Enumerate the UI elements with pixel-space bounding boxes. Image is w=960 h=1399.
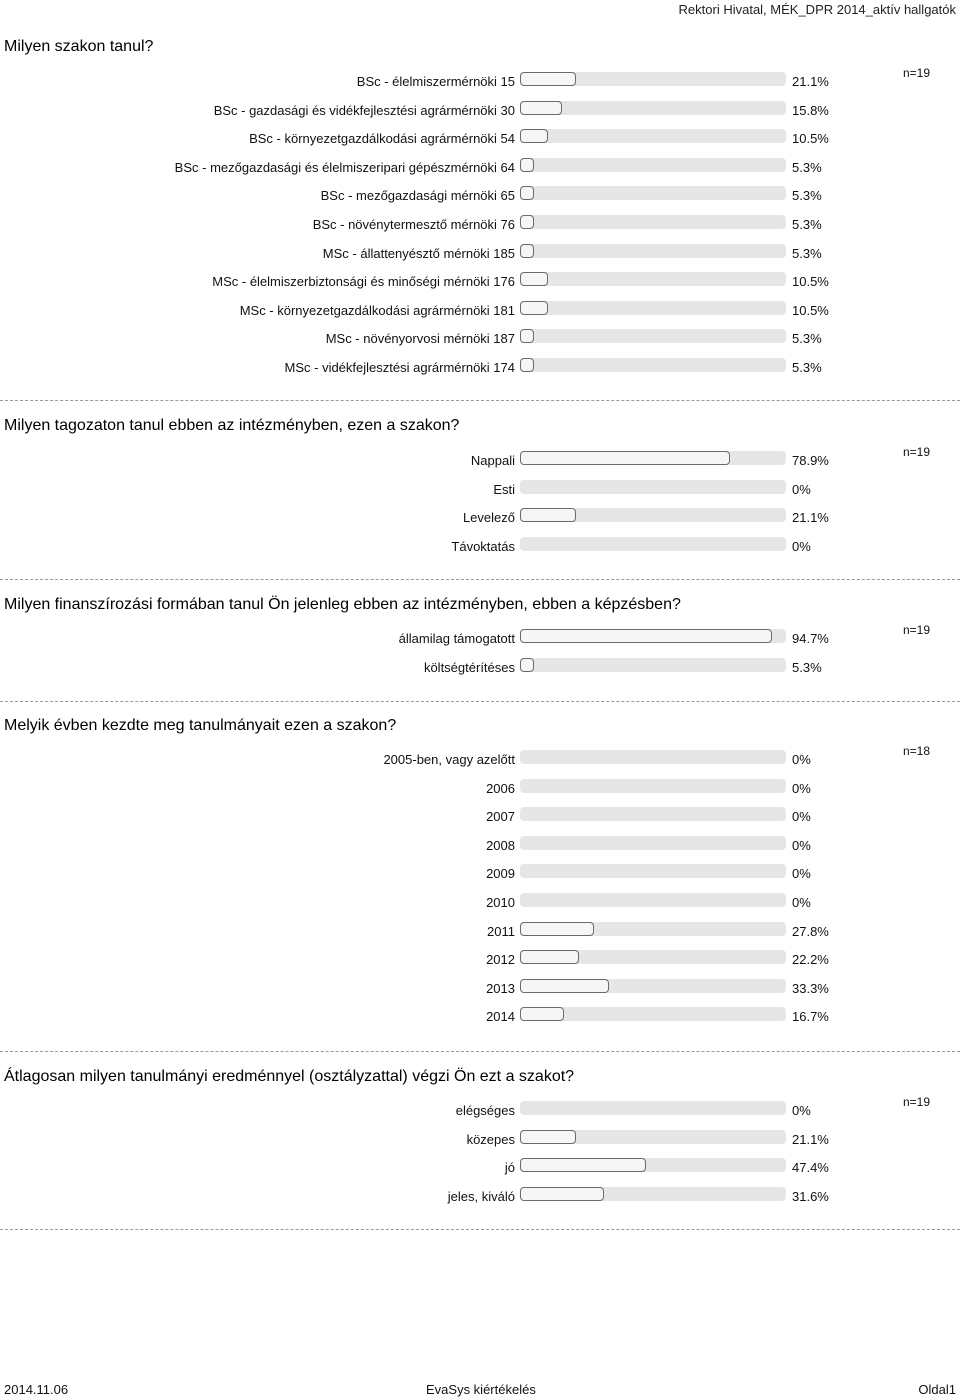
footer-page: Oldal1 (918, 1382, 956, 1397)
category-label: Távoktatás (451, 538, 515, 554)
bar-track (520, 950, 786, 964)
value-label: 0% (792, 837, 811, 853)
bar-track (520, 301, 786, 315)
value-label: 16.7% (792, 1009, 829, 1025)
bar-fill (520, 950, 579, 964)
category-label: MSc - növényorvosi mérnöki 187 (325, 331, 515, 347)
category-label: BSc - gazdasági és vidékfejlesztési agrármérnöki 30 (213, 102, 515, 118)
category-label: 2011 (487, 923, 515, 939)
footer-date: 2014.11.06 (4, 1382, 69, 1397)
bar-track (520, 979, 786, 993)
bar-track (520, 1101, 786, 1115)
bar-fill (520, 1130, 576, 1144)
bar-row (0, 1185, 960, 1209)
bar-fill (520, 244, 534, 258)
bar-row (0, 213, 960, 237)
value-label: 31.6% (792, 1188, 829, 1204)
bar-track (520, 750, 786, 764)
value-label: 94.7% (792, 631, 829, 646)
question-title: Milyen szakon tanul? (4, 38, 154, 55)
bar-row (0, 1099, 960, 1123)
value-label: 15.8% (792, 102, 829, 118)
value-label: 47.4% (792, 1160, 829, 1176)
value-label: 21.1% (792, 74, 829, 89)
value-label: 10.5% (792, 302, 829, 318)
section-divider (0, 579, 960, 580)
category-label: 2014 (486, 1009, 515, 1025)
value-label: 5.3% (792, 245, 822, 261)
bar-row (0, 270, 960, 294)
bar-row (0, 127, 960, 151)
category-label: jeles, kiváló (447, 1188, 515, 1204)
bar-track (520, 451, 786, 465)
value-label: 0% (792, 895, 811, 910)
category-label: BSc - élelmiszermérnöki 15 (356, 74, 515, 89)
bar-fill (520, 158, 534, 172)
category-label: MSc - vidékfejlesztési agrármérnöki 174 (284, 360, 515, 375)
value-label: 33.3% (792, 980, 829, 996)
value-label: 27.8% (792, 923, 829, 939)
category-label: jó (504, 1160, 515, 1176)
bar-row (0, 862, 960, 886)
category-label: 2010 (486, 895, 515, 910)
bar-row (0, 1005, 960, 1029)
category-label: költségtérítéses (423, 659, 515, 675)
bar-fill (520, 1187, 604, 1201)
bar-fill (520, 922, 594, 936)
bar-fill (520, 1158, 646, 1172)
value-label: 22.2% (792, 952, 829, 968)
category-label: 2009 (486, 866, 515, 882)
bar-row (0, 891, 960, 915)
page-header: Rektori Hivatal, MÉK_DPR 2014_aktív hallgatók (678, 2, 956, 17)
value-label: 0% (792, 809, 811, 825)
category-label: Nappali (470, 453, 515, 468)
bar-fill (520, 979, 609, 993)
value-label: 5.3% (792, 159, 822, 175)
bar-row (0, 299, 960, 323)
category-label: 2007 (486, 809, 515, 825)
bar-row (0, 920, 960, 944)
category-label: BSc - mezőgazdasági mérnöki 65 (320, 188, 515, 204)
bar-fill (520, 1007, 564, 1021)
bar-row (0, 977, 960, 1001)
category-label: 2013 (486, 980, 515, 996)
value-label: 5.3% (792, 659, 822, 675)
bar-track (520, 480, 786, 494)
response-count: n=19 (903, 623, 931, 637)
bar-fill (520, 215, 534, 229)
value-label: 5.3% (792, 217, 822, 232)
bar-row (0, 449, 960, 473)
category-label: BSc - mezőgazdasági és élelmiszeripari gépészmérnöki 64 (174, 159, 515, 175)
question-title: Melyik évben kezdte meg tanulmányait ezen a szakon? (4, 717, 397, 734)
bar-fill (520, 329, 534, 343)
bar-row (0, 70, 960, 94)
bar-row (0, 948, 960, 972)
category-label: Levelező (462, 510, 515, 526)
bar-row (0, 834, 960, 858)
bar-track (520, 358, 786, 372)
question-title: Milyen finanszírozási formában tanul Ön jelenleg ebben az intézményben, ebben a képzésben? (4, 596, 681, 613)
value-label: 78.9% (792, 453, 829, 468)
bar-track (520, 629, 786, 643)
bar-track (520, 658, 786, 672)
category-label: 2006 (486, 780, 515, 796)
bar-row (0, 748, 960, 772)
bar-fill (520, 101, 562, 115)
value-label: 0% (792, 538, 811, 554)
bar-track (520, 508, 786, 522)
bar-track (520, 893, 786, 907)
category-label: államilag támogatott (398, 631, 515, 646)
bar-row (0, 156, 960, 180)
bar-track (520, 244, 786, 258)
bar-row (0, 506, 960, 530)
section-divider (0, 400, 960, 401)
category-label: MSc - környezetgazdálkodási agrármérnöki 181 (239, 302, 515, 318)
bar-track (520, 537, 786, 551)
bar-row (0, 1128, 960, 1152)
bar-fill (520, 72, 576, 86)
bar-track (520, 1158, 786, 1172)
value-label: 10.5% (792, 274, 829, 290)
section-divider (0, 1229, 960, 1230)
bar-track (520, 1130, 786, 1144)
bar-fill (520, 358, 534, 372)
section-divider (0, 701, 960, 702)
question-title: Milyen tagozaton tanul ebben az intézményben, ezen a szakon? (4, 417, 460, 434)
bar-track (520, 129, 786, 143)
value-label: 5.3% (792, 360, 822, 375)
bar-track (520, 215, 786, 229)
bar-fill (520, 272, 548, 286)
bar-track (520, 1187, 786, 1201)
category-label: MSc - élelmiszerbiztonsági és minőségi mérnöki 176 (212, 274, 515, 290)
bar-row (0, 1156, 960, 1180)
category-label: Esti (493, 481, 515, 497)
section-divider (0, 1051, 960, 1052)
response-count: n=19 (903, 1095, 931, 1109)
bar-fill (520, 451, 730, 465)
value-label: 0% (792, 780, 811, 796)
response-count: n=18 (903, 744, 931, 758)
value-label: 10.5% (792, 131, 829, 147)
bar-row (0, 777, 960, 801)
bar-track (520, 186, 786, 200)
bar-row (0, 535, 960, 559)
value-label: 5.3% (792, 188, 822, 204)
question-title: Átlagosan milyen tanulmányi eredménnyel (osztályzattal) végzi Ön ezt a szakot? (4, 1068, 575, 1085)
category-label: BSc - növénytermesztő mérnöki 76 (312, 217, 515, 232)
value-label: 21.1% (792, 1131, 829, 1147)
category-label: 2005-ben, vagy azelőtt (383, 752, 515, 767)
bar-fill (520, 629, 772, 643)
bar-row (0, 805, 960, 829)
value-label: 0% (792, 481, 811, 497)
value-label: 0% (792, 1103, 811, 1118)
footer-center: EvaSys kiértékelés (426, 1382, 536, 1397)
bar-fill (520, 129, 548, 143)
value-label: 21.1% (792, 510, 829, 526)
response-count: n=19 (903, 66, 931, 80)
bar-row (0, 242, 960, 266)
category-label: 2008 (486, 837, 515, 853)
bar-track (520, 864, 786, 878)
bar-track (520, 836, 786, 850)
value-label: 5.3% (792, 331, 822, 347)
category-label: elégséges (455, 1103, 515, 1118)
bar-track (520, 101, 786, 115)
bar-track (520, 329, 786, 343)
bar-row (0, 478, 960, 502)
bar-fill (520, 301, 548, 315)
bar-fill (520, 186, 534, 200)
bar-row (0, 627, 960, 651)
bar-track (520, 158, 786, 172)
bar-track (520, 807, 786, 821)
bar-row (0, 327, 960, 351)
bar-track (520, 779, 786, 793)
category-label: közepes (466, 1131, 515, 1147)
bar-track (520, 922, 786, 936)
bar-fill (520, 508, 576, 522)
bar-track (520, 1007, 786, 1021)
response-count: n=19 (903, 445, 931, 459)
bar-track (520, 272, 786, 286)
bar-track (520, 72, 786, 86)
bar-row (0, 356, 960, 380)
bar-row (0, 99, 960, 123)
category-label: MSc - állattenyésztő mérnöki 185 (322, 245, 515, 261)
bar-row (0, 184, 960, 208)
bar-fill (520, 658, 534, 672)
value-label: 0% (792, 866, 811, 882)
category-label: 2012 (486, 952, 515, 968)
value-label: 0% (792, 752, 811, 767)
category-label: BSc - környezetgazdálkodási agrármérnöki 54 (249, 131, 515, 147)
bar-row (0, 656, 960, 680)
